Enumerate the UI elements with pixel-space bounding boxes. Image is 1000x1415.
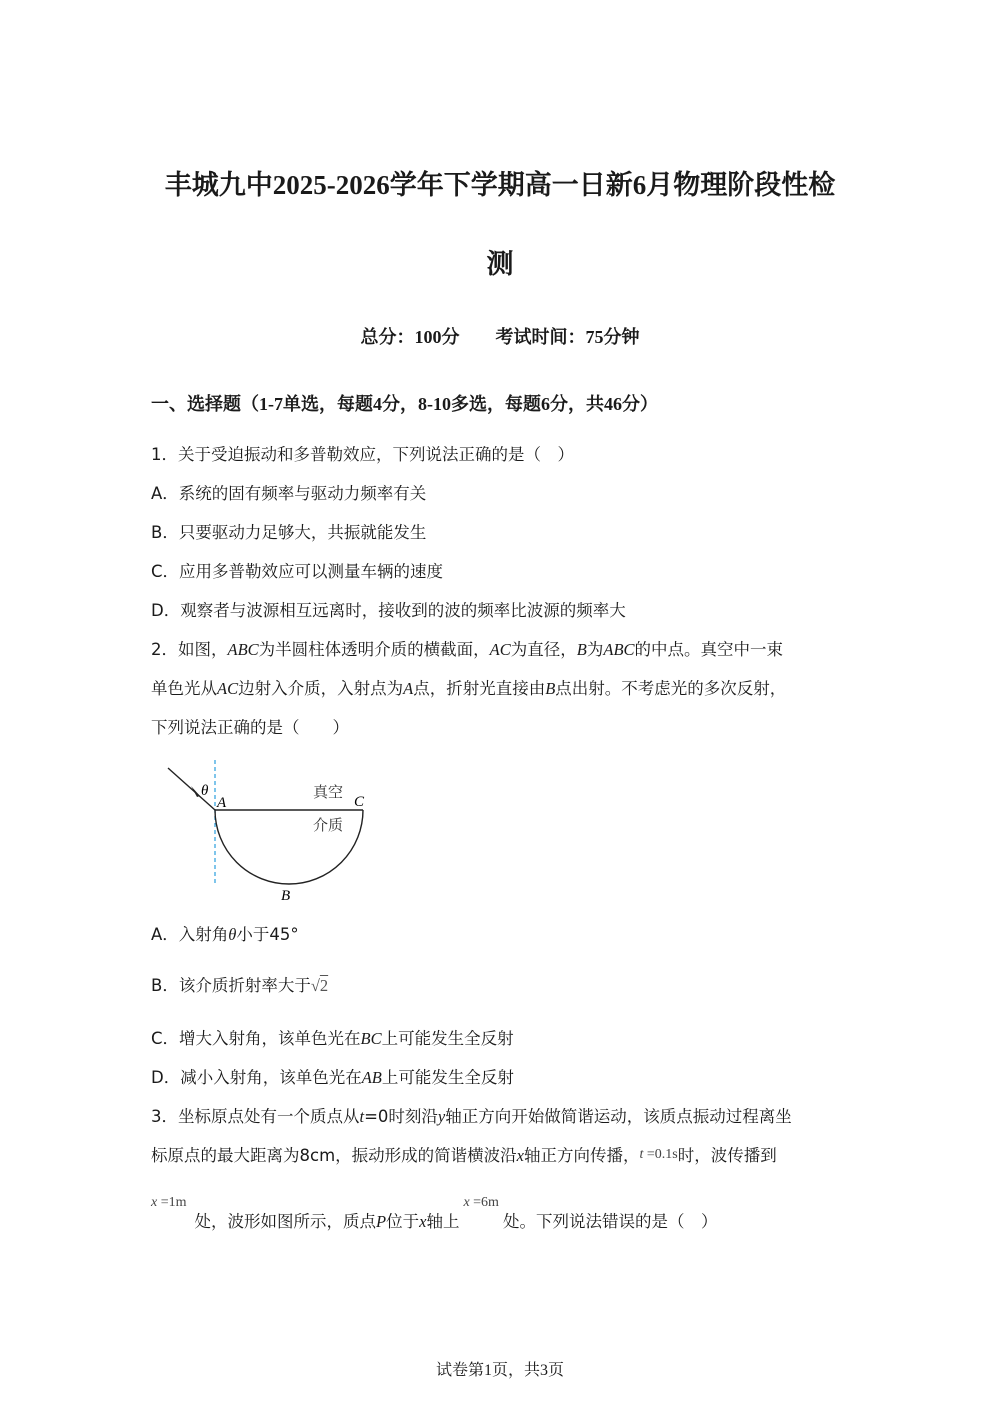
exam-title-line1: 丰城九中2025-2026学年下学期高一日新6月物理阶段性检	[164, 170, 836, 200]
exam-title-line2: 测	[486, 249, 514, 279]
total-score: 总分：100分	[360, 327, 460, 347]
section-heading: 一、选择题（1-7单选，每题4分，8-10多选，每题6分，共46分）	[151, 394, 658, 414]
q2-stem-line1: 2．如图，ABC为半圆柱体透明介质的横截面，AC为直径，B为ABC的中点。真空中一束	[151, 640, 784, 659]
label-theta: θ	[201, 783, 209, 799]
page-footer: 试卷第1页，共3页	[435, 1362, 564, 1379]
exam-meta	[0, 323, 1000, 349]
label-medium: 介质	[313, 816, 344, 834]
ray-arrowhead	[191, 786, 200, 797]
label-c: C	[354, 794, 365, 810]
q2-option-d: D．减小入射角，该单色光在AB上可能发生全反射	[151, 1068, 514, 1087]
label-vacuum: 真空	[313, 783, 344, 801]
q1-option-b: B．只要驱动力足够大，共振就能发生	[151, 523, 427, 542]
q2-semicircle-figure	[160, 760, 390, 910]
q2-stem-line3: 下列说法正确的是（ ）	[151, 718, 349, 737]
q3-stem-line1: 3．坐标原点处有一个质点从t=0时刻沿y轴正方向开始做简谐运动，该质点振动过程离坐	[151, 1107, 792, 1126]
q2-option-c: C．增大入射角，该单色光在BC上可能发生全反射	[151, 1029, 514, 1048]
q1-option-d: D．观察者与波源相互远离时，接收到的波的频率比波源的频率大	[151, 601, 626, 620]
sqrt-value: 2	[319, 976, 329, 995]
q2-option-b: B．该介质折射率大于√2	[151, 976, 329, 995]
q2-stem-line2: 单色光从AC边射入介质，入射点为A点，折射光直接由B点出射。不考虑光的多次反射，	[151, 679, 787, 698]
q3-stem-line3: $^{x =1m}$处，波形如图所示，质点P位于x轴上$^{x =6m}$处。下列说法错误的是（ ）	[151, 1195, 718, 1231]
q1-stem: 1．关于受迫振动和多普勒效应，下列说法正确的是（ ）	[151, 445, 574, 464]
q3-stem-line2: 标原点的最大距离为8cm，振动形成的简谐横波沿x轴正方向传播，t =0.1s时，波传播到	[151, 1146, 777, 1165]
q2-option-a: A．入射角θ小于45°	[151, 925, 299, 944]
exam-time: 考试时间：75分钟	[495, 327, 640, 347]
label-b: B	[281, 888, 291, 904]
q1-option-a: A．系统的固有频率与驱动力频率有关	[151, 484, 427, 503]
label-a: A	[217, 795, 227, 811]
q1-option-c: C．应用多普勒效应可以测量车辆的速度	[151, 562, 444, 581]
